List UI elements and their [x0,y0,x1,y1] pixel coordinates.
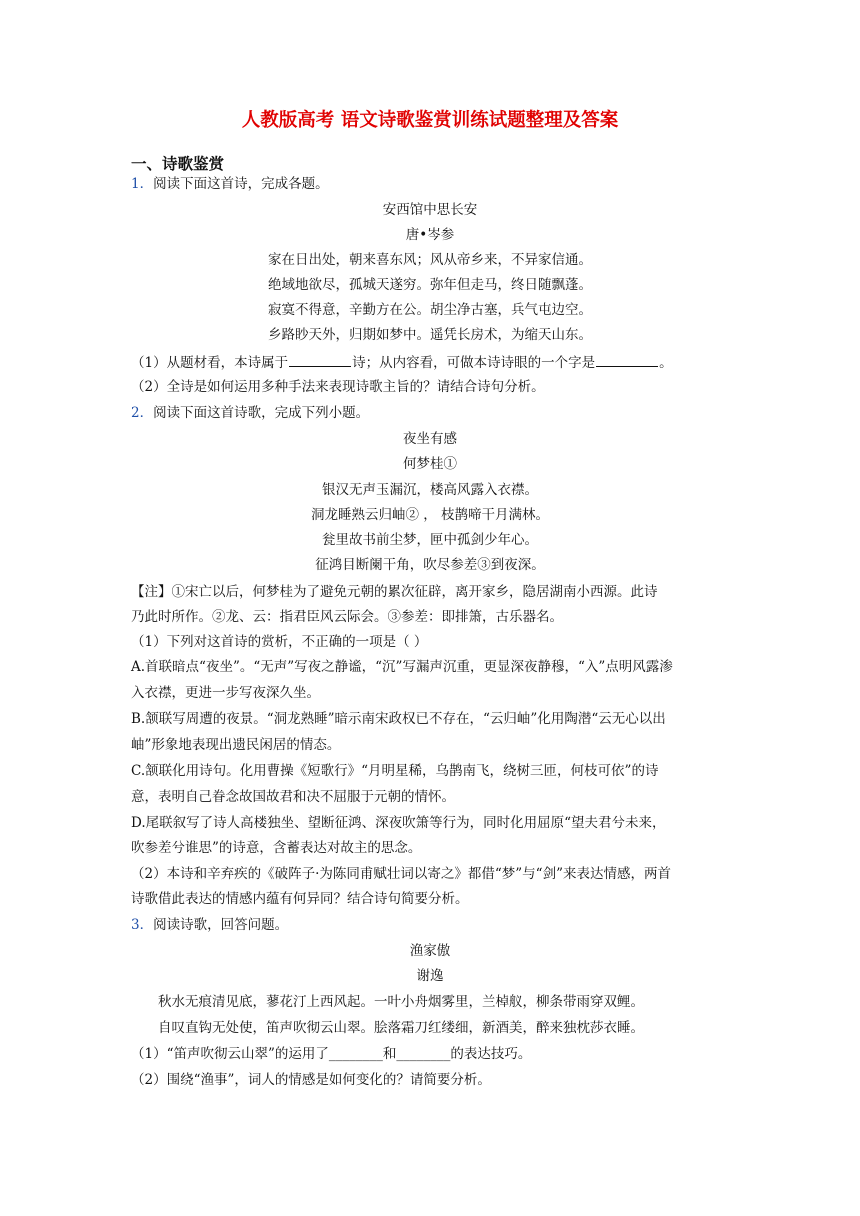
poem-1-line: 乡路眇天外，归期如梦中。遥凭长房术，为缩天山东。 [268,327,592,343]
answer-blank[interactable] [289,352,351,367]
question-2-prompt [131,403,369,423]
poem-2-line: 征鸿目断阑干角，吹尽参差③到夜深。 [315,557,545,573]
poem-1-title: 安西馆中思长安 [382,202,478,218]
option-d-cont: 吹参差兮谁思”的诗意，含蓄表达对故主的思念。 [131,840,422,856]
poem-1-line: 家在日出处，朝来喜东风；风从帝乡来，不异家信通。 [268,252,592,268]
poem-2-title: 夜坐有感 [403,431,457,447]
option-d: D.尾联叙写了诗人高楼独坐、望断征鸿、深夜吹箫等行为，同时化用屈原“望夫君兮未来， [131,815,666,831]
poem-3-title: 渔家傲 [409,943,451,959]
option-b-cont: 岫”形象地表现出遗民闲居的情态。 [131,737,341,753]
poem-2-line: 洞龙睡熟云归岫② ， 枝鹊啼干月满林。 [310,507,550,523]
question-3-number: 3． [131,917,154,933]
question-2-text: 阅读下面这首诗歌，完成下列小题。 [153,405,370,421]
question-1-prompt [131,174,329,194]
question-2-sub-2: （2）本诗和辛弃疾的《破阵子·为陈同甫赋壮词以寄之》都借“梦”与“剑”来表达情感，两首 [131,866,671,882]
answer-blank[interactable] [596,352,658,367]
page-title: 人教版高考 语文诗歌鉴赏训练试题整理及答案 [241,110,619,131]
poem-3-line: 自叹直钩无处使，笛声吹彻云山翠。脍落霜刀红缕细，新酒美，醉来独枕莎衣睡。 [158,1020,644,1036]
poem-2-line: 瓮里故书前尘梦，匣中孤剑少年心。 [322,532,538,548]
question-2-sub-2-cont: 诗歌借此表达的情感内蕴有何异同？结合诗句简要分析。 [131,891,469,907]
question-1-sub-1: （1）从题材看，本诗属于 诗；从内容看，可做本诗诗眼的一个字是 。 [131,352,673,373]
question-1-sub-2: （2）全诗是如何运用多种手法来表现诗歌主旨的？请结合诗句分析。 [131,379,545,395]
poem-3-author: 谢逸 [416,968,444,984]
poem-1-line: 绝域地欲尽，孤城天遂穷。弥年但走马，终日随飘蓬。 [268,277,592,293]
question-2-number: 2． [131,405,154,421]
question-3-sub-1: （1）“笛声吹彻云山翠”的运用了________和________的表达技巧。 [131,1046,532,1062]
poem-2-note: 【注】①宋亡以后，何梦桂为了避免元朝的累次征辟，离开家乡，隐居湖南小西源。此诗 [131,584,658,600]
question-3-text: 阅读诗歌，回答问题。 [153,917,289,933]
option-a-cont: 入衣襟，更进一步写夜深久坐。 [131,685,320,701]
poem-1-author: 唐•岑参 [405,227,455,243]
poem-3-line: 秋水无痕清见底，蓼花汀上西风起。一叶小舟烟雾里，兰棹舣，柳条带雨穿双鲤。 [158,994,644,1010]
option-c: C.颔联化用诗句。化用曹操《短歌行》“月明星稀，乌鹊南飞，绕树三匝，何枝可依”的诗 [131,763,659,779]
option-c-cont: 意，表明自己眷念故国故君和决不屈服于元朝的情怀。 [131,789,455,805]
option-b: B.颔联写周遭的夜景。“洞龙熟睡”暗示南宋政权已不存在，“云归岫”化用陶潜“云无心以出 [131,711,666,727]
question-3-sub-2: （2）围绕“渔事”，词人的情感是如何变化的？请简要分析。 [131,1072,491,1088]
poem-2-author: 何梦桂① [403,456,457,472]
question-1-number: 1． [131,176,154,192]
option-a: A.首联暗点“夜坐”。“无声”写夜之静谧，“沉”写漏声沉重，更显深夜静穆，“入”点明风露渗 [131,659,673,675]
question-1-text: 阅读下面这首诗，完成各题。 [153,176,329,192]
question-2-sub-1: （1）下列对这首诗的赏析，不正确的一项是（ ） [131,634,428,650]
poem-2-note: 乃此时所作。②龙、云：指君臣风云际会。③参差：即排箫，古乐器名。 [131,609,563,625]
poem-2-line: 银汉无声玉漏沉，楼高风露入衣襟。 [322,482,538,498]
poem-1-line: 寂寞不得意，辛勤方在公。胡尘净古塞，兵气屯边空。 [268,302,592,318]
section-heading: 一、诗歌鉴赏 [131,155,225,173]
question-3-prompt [131,915,288,935]
